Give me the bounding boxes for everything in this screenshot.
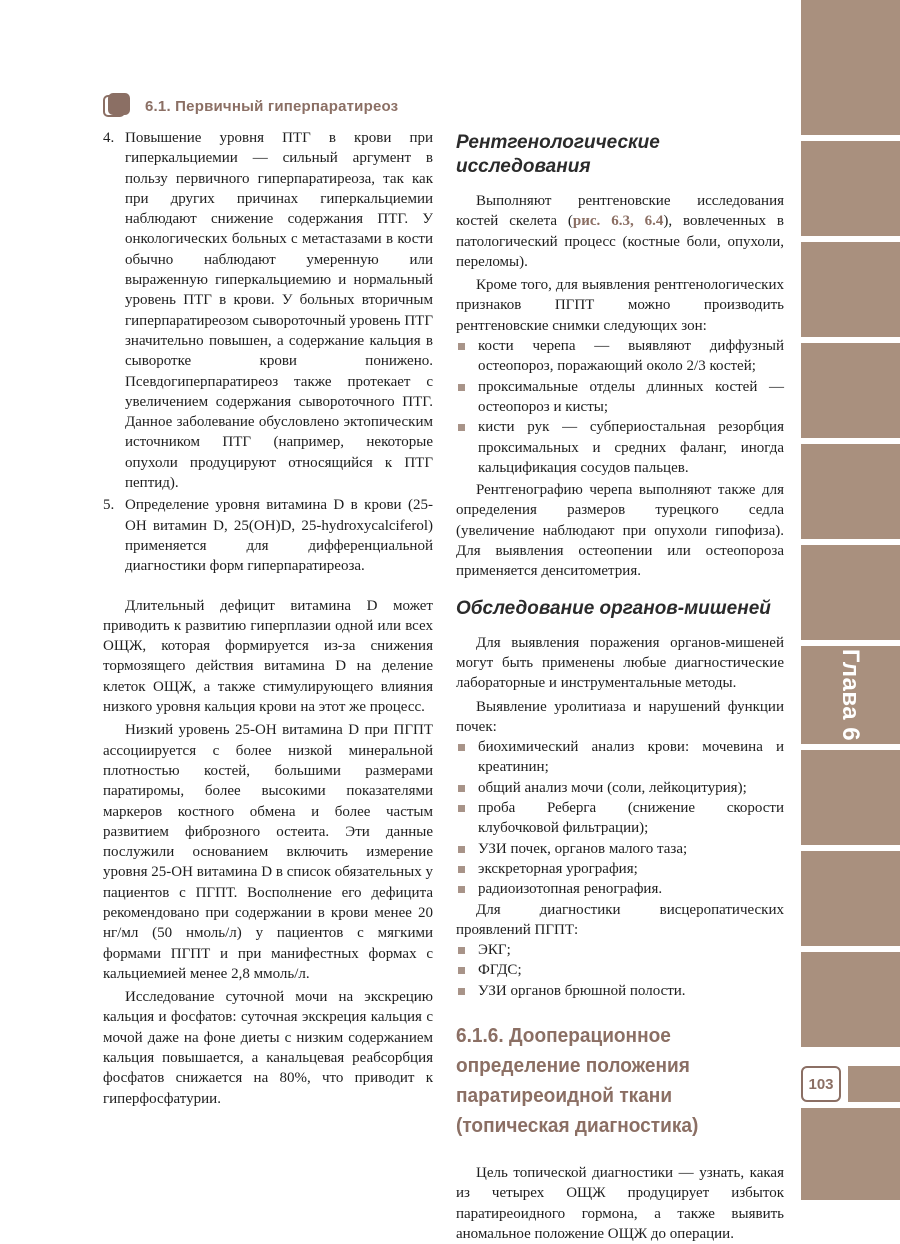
paragraph: Для выявления поражения органов-мишеней могут быть применены любые диагностические лабораторные и инструментальные методы. xyxy=(456,634,784,692)
chapter-tab[interactable] xyxy=(801,242,900,337)
chapter-tab[interactable] xyxy=(801,0,900,135)
bullet-square-icon xyxy=(458,384,465,391)
section-icon xyxy=(103,93,131,119)
left-column xyxy=(103,128,433,1109)
list-item: общий анализ мочи (соли, лейкоцитурия); xyxy=(456,778,784,798)
list-item-number: 5. xyxy=(103,497,115,514)
list-item: ФГДС; xyxy=(456,960,784,980)
paragraph: Низкий уровень 25-OH витамина D при ПГПТ ассоциируется с более низкой минеральной плотностью костей, большими размерами паратиромы, более высокими показателями маркеров костного обмена и более частым развитием фиброзного остеита. Эти данные послужили основанием включить измерение уровня 25-OH витамина D в список обязательных у пациентов с ПГПТ. Восполнение его дефицита рекомендовано при содержании в крови менее 20 нг/мл (50 нмоль/л) у пациентов с мягкими формами ПГПТ и при манифестных формах с кальциемией менее 2,8 ммоль/л. xyxy=(103,722,433,982)
bullet-square-icon xyxy=(458,343,465,350)
list-item: ЭКГ; xyxy=(456,940,784,960)
bullet-square-icon xyxy=(458,988,465,995)
paragraph: Длительный дефицит витамина D может приводить к развитию гиперплазии одной или всех ОЩЖ, которая формируется из-за снижения тормозящего действия витамина D на деление клеток ОЩЖ, а также стимулирующего влияния низкого уровня кальция крови на этот же процесс. xyxy=(103,597,433,716)
bullet-square-icon xyxy=(458,744,465,751)
chapter-tab-active[interactable] xyxy=(801,646,900,744)
bullet-square-icon xyxy=(458,947,465,954)
paragraph: Выполняют рентгеновские исследования костей скелета (рис. 6.3, 6.4), вовлеченных в патологический процесс (костные боли, опухоли, переломы). xyxy=(456,193,784,270)
right-column xyxy=(456,128,784,1244)
running-header-title: 6.1. Первичный гиперпаратиреоз xyxy=(145,97,399,115)
list-item: УЗИ почек, органов малого таза; xyxy=(456,839,784,859)
page-number-box xyxy=(801,1066,841,1102)
bullet-list-xray xyxy=(456,336,784,478)
bullet-list-kidney xyxy=(456,737,784,899)
list-item: проба Реберга (снижение скорости клубочковой фильтрации); xyxy=(456,798,784,839)
bullet-square-icon xyxy=(458,785,465,792)
subheading-xray: Рентгенологические исследования xyxy=(456,132,660,177)
paragraph: Исследование суточной мочи на экскрецию кальция и фосфатов: суточная экскреция кальция с мочой даже на фоне диеты с низким содержанием кальция повышается, а канальцевая реабсорбция фосфатов снижается на 80%, что приводит к гиперфосфатурии. xyxy=(103,989,433,1107)
figure-reference: рис. 6.3, 6.4 xyxy=(572,213,664,230)
chapter-tab[interactable] xyxy=(801,343,900,438)
list-item-number: 4. xyxy=(103,130,115,146)
list-item-text: Определение уровня витамина D в крови (25-OH витамин D, 25(OH)D, 25-hydroxycalciferol) применяется для дифференциальной диагностики форм гиперпаратиреоза. xyxy=(125,497,433,575)
list-item: УЗИ органов брюшной полости. xyxy=(456,981,784,1001)
chapter-label: Глава 6 xyxy=(837,648,865,742)
chapter-tab[interactable] xyxy=(801,444,900,539)
chapter-tab[interactable] xyxy=(801,750,900,845)
page-number-bar xyxy=(848,1066,900,1102)
bullet-list-visceral xyxy=(456,940,784,1001)
bullet-square-icon xyxy=(458,967,465,974)
running-header xyxy=(103,92,398,120)
list-item: проксимальные отделы длинных костей — остеопороз и кисты; xyxy=(456,377,784,418)
list-item: кости черепа — выявляют диффузный остеопороз, поражающий около 2/3 костей; xyxy=(456,336,784,377)
bullet-square-icon xyxy=(458,886,465,893)
paragraph: Для диагностики висцеропатических проявлений ПГПТ: xyxy=(456,901,784,938)
list-item: биохимический анализ крови: мочевина и креатинин; xyxy=(456,737,784,778)
subheading-target-organs: Обследование органов-мишеней xyxy=(456,597,771,619)
bullet-square-icon xyxy=(458,866,465,873)
section-heading: 6.1.6. Дооперационное определение положения паратиреоидной ткани (топическая диагностика) xyxy=(456,1023,699,1137)
chapter-tab[interactable] xyxy=(801,545,900,640)
numbered-list xyxy=(103,128,433,577)
paragraph: Цель топической диагностики — узнать, какая из четырех ОЩЖ продуцирует избыток паратиреоидного гормона, а также выявить аномальное положение ОЩЖ до операции. xyxy=(456,1164,784,1242)
paragraph: Выявление уролитиаза и нарушений функции почек: xyxy=(456,698,784,735)
paragraph: Рентгенографию черепа выполняют также для определения размеров турецкого седла (увеличение наблюдают при опухоли гипофиза). Для выявления остеопении или остеопороза применяется денситометрия. xyxy=(456,482,784,580)
chapter-tab[interactable] xyxy=(801,141,900,236)
list-item xyxy=(103,495,433,576)
list-item xyxy=(103,128,433,493)
bullet-square-icon xyxy=(458,424,465,431)
list-item: радиоизотопная ренография. xyxy=(456,879,784,899)
chapter-tabs xyxy=(801,0,900,1200)
chapter-tab[interactable] xyxy=(801,952,900,1047)
chapter-tab[interactable] xyxy=(801,1108,900,1200)
list-item: кисти рук — субпериостальная резорбция проксимальных и средних фаланг, иногда кальцификация сосудов пальцев. xyxy=(456,417,784,478)
chapter-tab[interactable] xyxy=(801,851,900,946)
bullet-square-icon xyxy=(458,846,465,853)
list-item: экскреторная урография; xyxy=(456,859,784,879)
list-item-text: Повышение уровня ПТГ в крови при гиперкальциемии — сильный аргумент в пользу первичного гиперпаратиреоза, так как при других причинах гиперкальциемии наблюдают снижение содержания ПТГ. У онкологических больных с метастазами в кости обычно наблюдают умеренную или выраженную гиперкальциемию и нормальный уровень ПТГ в крови. У больных вторичным гиперпаратиреозом сывороточный уровень ПТГ значительно повышен, а содержание кальция в сыворотке крови понижено. Псевдогиперпаратиреоз также протекает с увеличением содержания сывороточного ПТГ. Данное заболевание обусловлено эктопическим источником ПТГ (например, некоторые опухоли продуцируют относящийся к ПТГ пептид). xyxy=(125,130,433,492)
page-number: 103 xyxy=(808,1075,834,1093)
paragraph: Кроме того, для выявления рентгенологических признаков ПГПТ можно производить рентгеновские снимки следующих зон: xyxy=(456,277,784,334)
bullet-square-icon xyxy=(458,805,465,812)
